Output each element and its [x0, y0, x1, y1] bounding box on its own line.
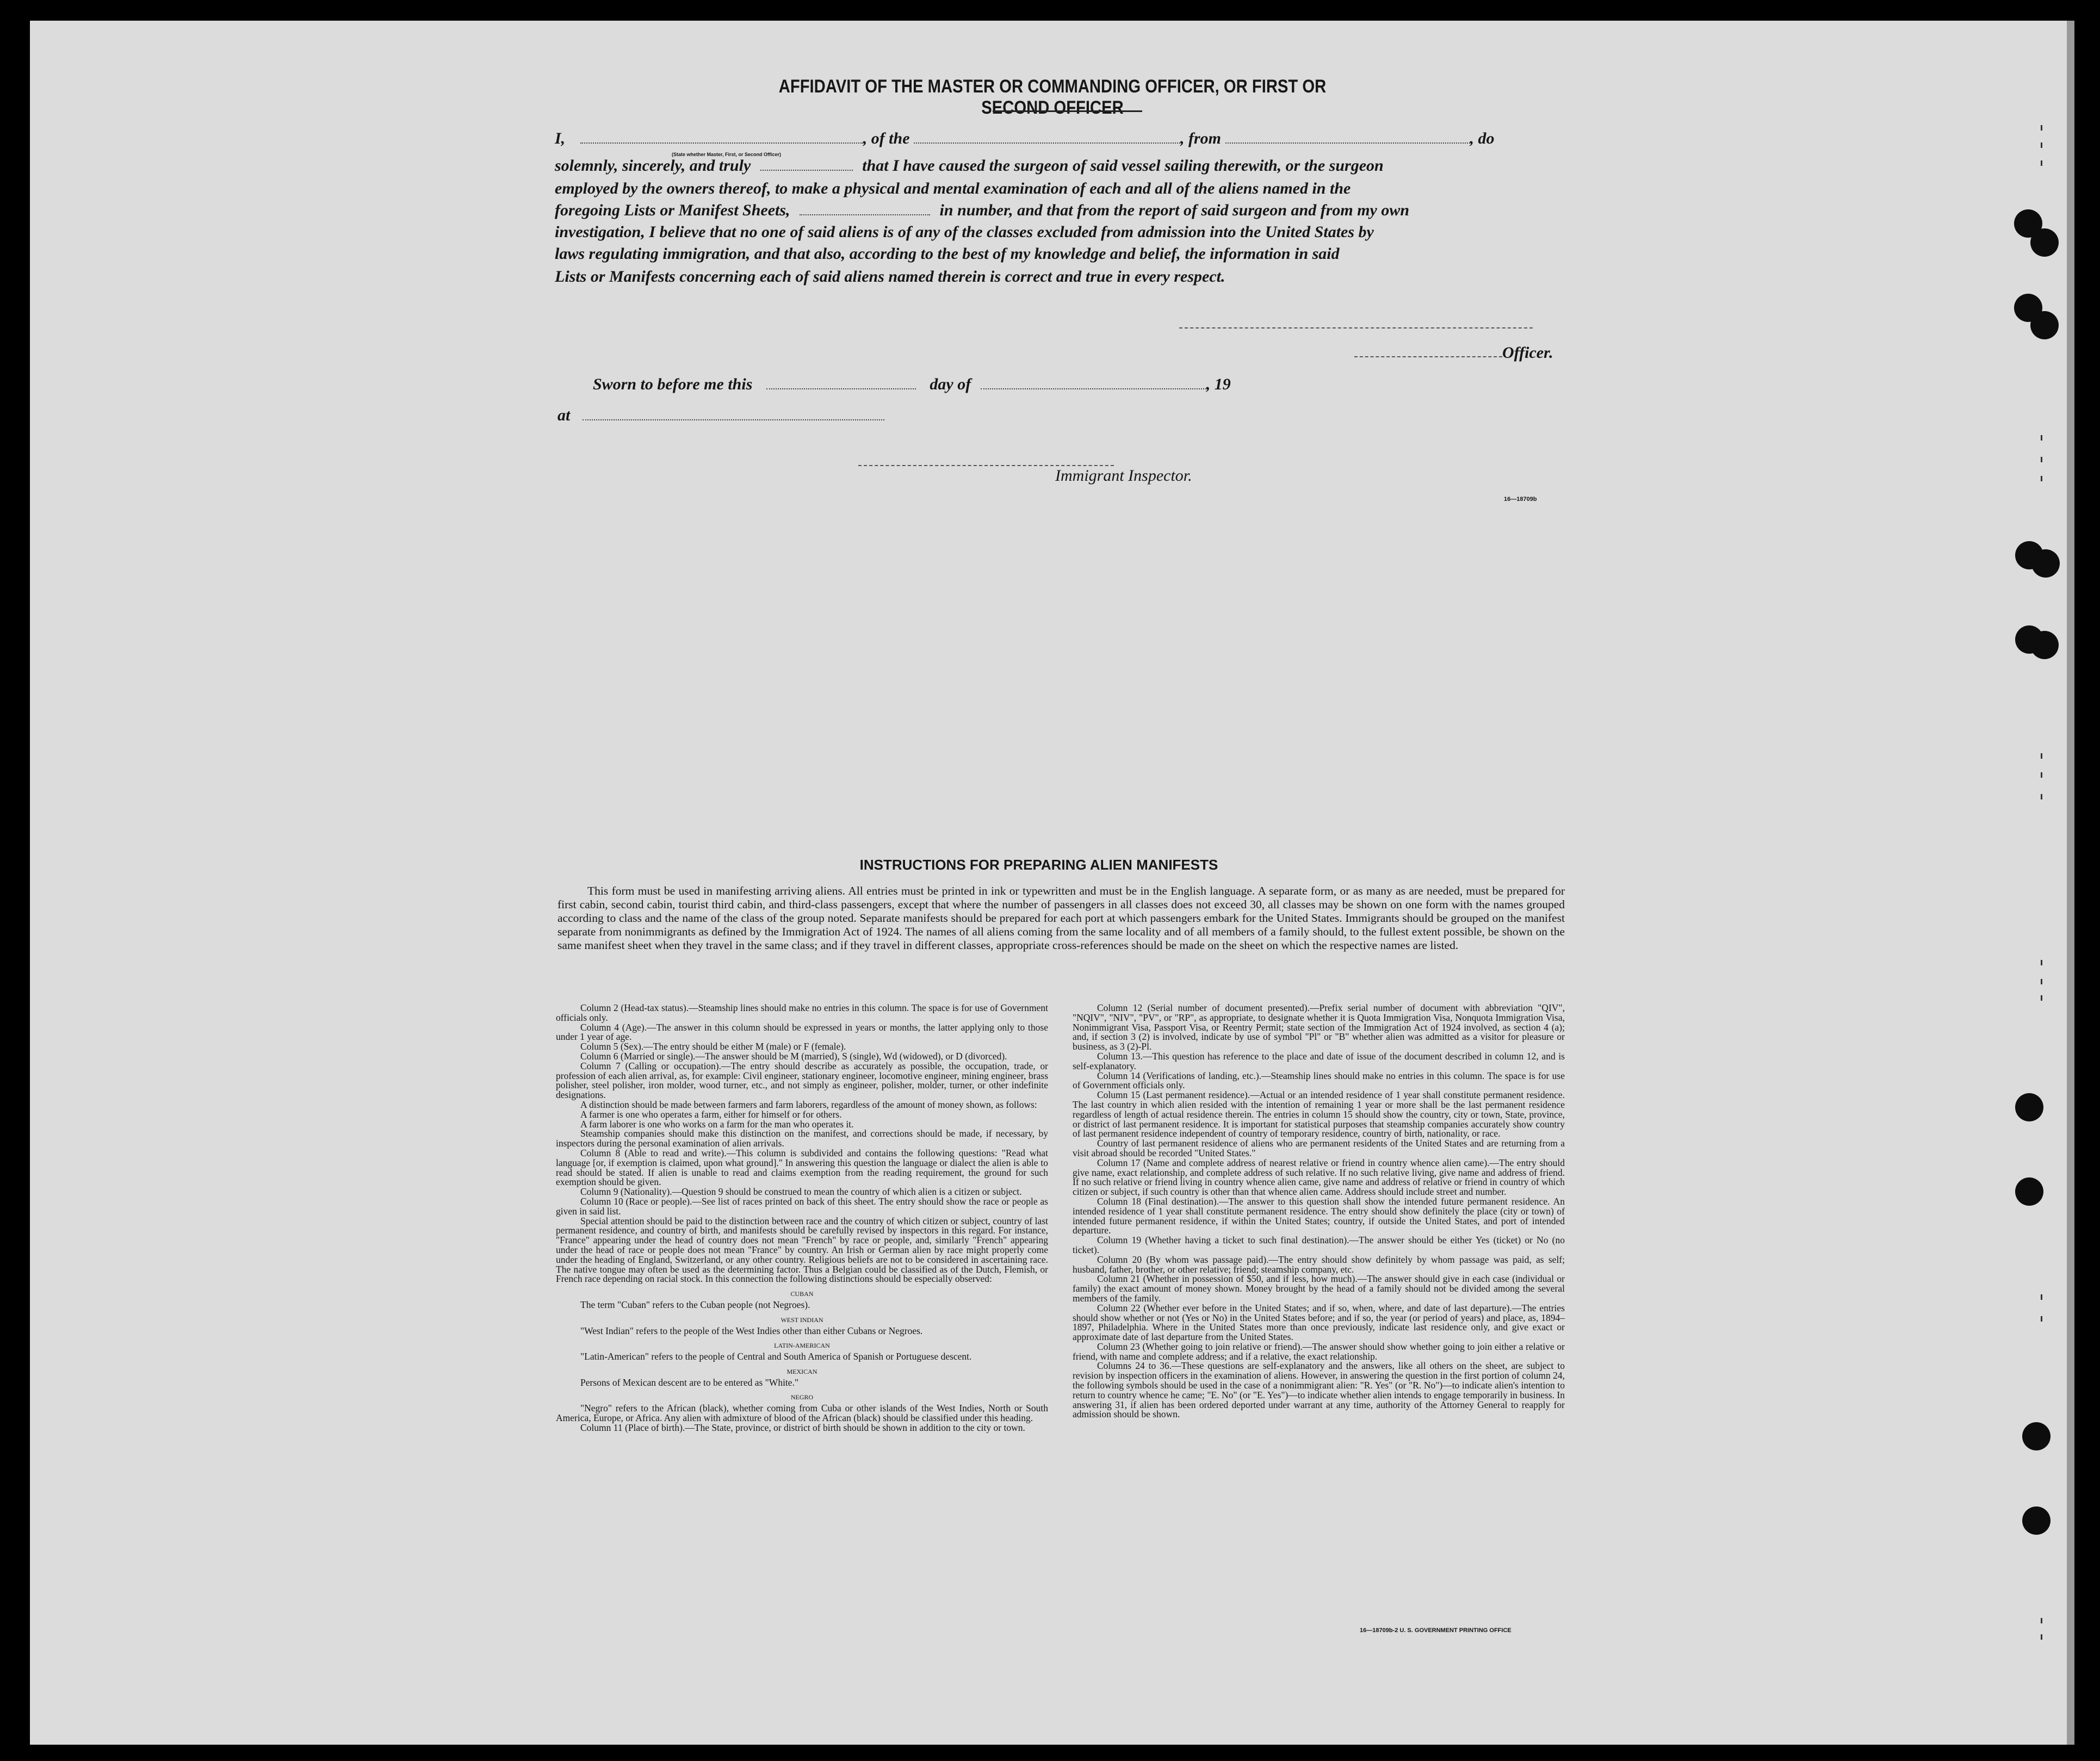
instruction-paragraph: Column 13.—This question has reference to the place and date of issue of the document described in column 12, and is self-explanatory. [1073, 1050, 1565, 1071]
affidavit-do: , do [1470, 129, 1495, 147]
instruction-paragraph: A farmer is one who operates a farm, either for himself or for others. [580, 1108, 842, 1120]
day-of-text: day of [930, 375, 971, 393]
instruction-paragraph: Column 5 (Sex).—The entry should be either M (male) or F (female). [580, 1041, 846, 1052]
race-heading: CUBAN [790, 1290, 814, 1298]
binder-hole [2022, 1506, 2051, 1535]
binder-hole [2031, 549, 2060, 578]
instruction-paragraph: Column 15 (Last permanent residence).—Actual or an intended residence of 1 year shall constitute permanent residence. The last country in which alien resided with the intention of remaining 1 year or more shall be the last permanent residence regardless of length of actual residence therein. The entries in column 15 should show the country, city or town, State, province, or district of last permanent residence. It is important for statistical purposes that steamship companies accurately show country of last permanent residence independent of country of temporary residence, country of birth, nationality, or race. [1073, 1089, 1565, 1139]
instructions-left-column [556, 1003, 1048, 1433]
sworn-line [593, 375, 1599, 394]
race-text: Persons of Mexican descent are to be entered as "White." [580, 1376, 799, 1388]
binder-hole [2015, 1093, 2043, 1121]
instructions-intro: This form must be used in manifesting arriving aliens. All entries must be printed in ink or typewritten and must be in the English language. A separate form, or as many as are needed, must be prepared for first cabin, second cabin, tourist third cabin, and third-class passengers, except that where the number of passengers in all classes does not exceed 30, all classes may be shown on one form with the names grouped according to class and the name of the class of the group noted. Separate manifests should be prepared for each port at which passengers embark for the United States. Immigrants should be grouped on the manifest separate from nonimmigrants as defined by the Immigration Act of 1924. The names of all aliens coming from the same locality and of all members of a family should, to the fullest extent possible, be shown on the same manifest sheet when they travel in the same class; and if they travel in different classes, appropriate cross-references should be made on the sheet on which the respective names are listed. [557, 884, 1565, 952]
instruction-paragraph: Column 10 (Race or people).—See list of races printed on back of this sheet. The entry should show the race or people as given in said list. [556, 1195, 1048, 1217]
instructions-right-column [1073, 1003, 1565, 1419]
manifest-sheets-text: foregoing Lists or Manifest Sheets, [555, 201, 790, 219]
instructions-title: INSTRUCTIONS FOR PREPARING ALIEN MANIFESTS [859, 857, 1218, 873]
race-heading: MEXICAN [786, 1367, 817, 1375]
year-text: , 19 [1206, 375, 1231, 393]
sworn-month-field[interactable] [981, 385, 1206, 389]
instruction-paragraph: Column 20 (By whom was passage paid).—The entry should show definitely by whom passage was paid, as self; husband, father, brother, or other relative; friend; steamship company, etc. [1073, 1254, 1565, 1275]
affidavit-line-6: laws regulating immigration, and that also, according to the best of my knowledge and belief, the information in said [555, 245, 1340, 263]
sworn-place-field[interactable] [583, 416, 884, 420]
margin-tick [2041, 457, 2042, 462]
instruction-paragraph: Steamship companies should make this distinction on the manifest, and corrections should be made, if necessary, by inspectors during the personal examination of alien arrivals. [556, 1128, 1048, 1149]
margin-tick [2041, 125, 2042, 131]
instruction-paragraph: Column 2 (Head-tax status).—Steamship lines should make no entries in this column. The space is for use of Government officials only. [556, 1002, 1048, 1023]
margin-tick [2041, 160, 2042, 166]
instruction-paragraph: Columns 24 to 36.—These questions are self-explanatory and the answers, like all others on the sheet, are subject to revision by inspection officers in the examination of aliens. However, in answering the question in the first portion of column 24, the following symbols should be used in the case of a nonimmigrant alien: "R. Yes" (or "R. No")—to indicate alien's intention to return to country whence he came; "E. No" (or "E. Yes")—to indicate whether alien intends to engage temporarily in business. In answering 31, if alien has been ordered deported under warrant at any time, authority of the Attorney General to reapply for admission should be shown. [1073, 1360, 1565, 1420]
instruction-paragraph: Column 18 (Final destination).—The answer to this question shall show the intended future permanent residence. An intended residence of 1 year shall constitute permanent residence. The entry should show definitely the place (city or town) of intended future permanent residence, if within the United States; country, if outside the United States, and port of intended departure. [1073, 1195, 1565, 1236]
officer-title-line[interactable] [1354, 356, 1502, 357]
sworn-text: Sworn to before me this [593, 375, 753, 393]
instruction-paragraph: Column 23 (Whether going to join relative or friend).—The answer should show whether going to join either a relative or friend, with name and complete address; and if a relative, the exact relationship. [1073, 1341, 1565, 1362]
binder-hole [2022, 1422, 2051, 1450]
departure-port-field[interactable] [1225, 139, 1470, 144]
margin-tick [2041, 476, 2042, 481]
affidavit-from: , from [1180, 129, 1222, 147]
sheet-count-field[interactable] [800, 211, 930, 215]
at-text: at [557, 406, 571, 424]
inspector-label: Immigrant Inspector. [1055, 467, 1192, 485]
margin-tick [2041, 142, 2042, 148]
affidavit-line-4 [555, 201, 1561, 220]
margin-tick [2041, 1634, 2042, 1640]
margin-tick [2041, 435, 2042, 441]
instruction-paragraph: A distinction should be made between farmers and farm laborers, regardless of the amount of money shown, as follows: [580, 1099, 1037, 1110]
race-text: "Negro" refers to the African (black), whether coming from Cuba or other islands of the West Indies, North or South America, Europe, or Africa. Any alien with admixture of blood of the African (black) should be classified under this heading. [556, 1403, 1048, 1424]
state-note: (State whether Master, First, or Second Officer) [672, 152, 782, 157]
race-text: "West Indian" refers to the people of the West Indies other than either Cubans or Negroes. [580, 1325, 923, 1336]
instruction-paragraph: Column 17 (Name and complete address of nearest relative or friend in country whence alien came).—The entry should give name, exact relationship, and complete address of such relative. If no such relative living, give name and address of friend. If no such relative or friend living in country whence alien came, give name and address of relative or friend in country of which citizen or subject, if such country is other than that whence alien came. Address should include street and number. [1073, 1157, 1565, 1198]
race-heading: NEGRO [790, 1393, 814, 1402]
affidavit-line-7: Lists or Manifests concerning each of said aliens named therein is correct and true in every respect. [555, 268, 1225, 286]
instruction-paragraph: Column 11 (Place of birth).—The State, province, or district of birth should be shown in addition to the city or town. [580, 1422, 1025, 1433]
form-code: 16—18709b [1504, 496, 1537, 503]
margin-tick [2041, 753, 2042, 759]
inspector-signature-line[interactable] [858, 465, 1114, 466]
race-heading: WEST INDIAN [780, 1316, 823, 1324]
margin-tick [2041, 995, 2042, 1001]
instruction-paragraph: Country of last permanent residence of aliens who are permanent residents of the United States and are returning from a visit abroad should be recorded "United States." [1073, 1138, 1565, 1158]
margin-tick [2041, 979, 2042, 984]
instruction-paragraph: Column 12 (Serial number of document presented).—Prefix serial number of document with abbreviation "QIV", "NQIV", "NIV", "PV", or "RP", as appropriate, to designate whether it is Quota Immigration Visa, Nonquota Immigration Visa, Nonimmigrant Visa, Passport Visa, or Reentry Permit; state section of the Immigration Act of 1924 involved, as section 4 (a); and, if section 3 (2) is involved, indicate by use of symbol "Pl" or "B" whether alien was admitted as a visitor for pleasure or business, as 3 (2)-Pl. [1073, 1002, 1565, 1052]
binder-hole [2030, 228, 2059, 257]
affidavit-line-1 [555, 129, 1561, 148]
in-number-text: in number, and that from the report of said surgeon and from my own [939, 201, 1410, 219]
affidavit-of-the: , of the [863, 129, 910, 147]
margin-tick [2041, 1618, 2042, 1623]
margin-tick [2041, 772, 2042, 778]
instruction-paragraph: Column 21 (Whether in possession of $50, and if less, how much).—The answer should give in each case (individual or family) the exact amount of money shown. Money brought by the head of a family should not be divided among the several members of the family. [1073, 1273, 1565, 1304]
officer-rank-field[interactable] [580, 139, 863, 144]
instruction-paragraph: Column 8 (Able to read and write).—This column is subdivided and contains the following questions: "Read what language [or, if exemption is claimed, upon what ground]." In answering this question the language or dialect the alien is able to read should be stated. If alien is unable to read and claims exemption from the reading requirement, the ground for such exemption should be given. [556, 1147, 1048, 1188]
instruction-paragraph: Special attention should be paid to the distinction between race and the country of which citizen or subject, country of last permanent residence, and country of birth, and manifests should be carefully revised by inspectors in this regard. For instance, "France" appearing under the head of country does not mean "French" by race or people, and, similarly "French" appearing under the head of race or people does not mean "France" by country. An Irish or German alien by race might properly come under the heading of England, Switzerland, or any other country. Religious beliefs are not to be considered in ascertaining race. The native tongue may often be used as the determining factor. Thus a Belgian could be classified as of the Dutch, Flemish, or French race depending on racial stock. In this connection the following distinctions should be especially observed: [556, 1215, 1048, 1285]
at-line [557, 406, 1564, 425]
margin-tick [2041, 794, 2042, 799]
affidavit-line-2 [555, 157, 1561, 175]
officer-signature-line[interactable] [1179, 327, 1533, 328]
affidavit-line-5: investigation, I believe that no one of said aliens is of any of the classes excluded from admission into the United States by [555, 223, 1374, 241]
margin-tick [2041, 1294, 2042, 1300]
race-text: The term "Cuban" refers to the Cuban people (not Negroes). [580, 1299, 810, 1310]
race-text: "Latin-American" refers to the people of Central and South America of Spanish or Portuguese descent. [580, 1351, 972, 1362]
instruction-paragraph: A farm laborer is one who works on a farm for the man who operates it. [580, 1118, 854, 1130]
solemnly-text: solemnly, sincerely, and truly [555, 157, 751, 175]
instruction-paragraph: Column 14 (Verifications of landing, etc.).—Steamship lines should make no entries in this column. The space is for use of Government officials only. [1073, 1070, 1565, 1091]
binder-hole [2030, 631, 2059, 659]
page-edge [2067, 21, 2074, 1745]
officer-label: Officer. [1502, 344, 1553, 362]
instruction-paragraph: Column 4 (Age).—The answer in this column should be expressed in years or months, the latter applying only to those under 1 year of age. [556, 1021, 1048, 1043]
sworn-day-field[interactable] [766, 385, 916, 389]
binder-hole [2015, 1177, 2043, 1206]
race-heading: LATIN-AMERICAN [774, 1342, 830, 1350]
oath-form-field[interactable] [760, 166, 853, 171]
surgeon-text: that I have caused the surgeon of said vessel sailing therewith, or the surgeon [862, 157, 1384, 175]
instruction-paragraph: Column 9 (Nationality).—Question 9 should be construed to mean the country of which alien is a citizen or subject. [580, 1186, 1022, 1198]
printing-office-code: 16—18709b-2 U. S. GOVERNMENT PRINTING OFFICE [1360, 1627, 1511, 1634]
affidavit-title: AFFIDAVIT OF THE MASTER OR COMMANDING OFFICER, OR FIRST OR SECOND OFFICER [778, 76, 1327, 118]
affidavit-i: I, [555, 129, 566, 147]
vessel-name-field[interactable] [914, 139, 1180, 144]
binder-hole [2030, 311, 2059, 339]
margin-tick [2041, 960, 2042, 965]
affidavit-line-3: employed by the owners thereof, to make a physical and mental examination of each and all of the aliens named in the [555, 179, 1351, 197]
margin-tick [2041, 1316, 2042, 1322]
instruction-paragraph: Column 7 (Calling or occupation).—The entry should describe as accurately as possible, the occupation, trade, or profession of each alien arrival, as, for example: Civil engineer, stationary engineer, locomotive engineer, mining engineer, brass polisher, steel polisher, iron molder, wood turner, etc., and not simply as engineer, polisher, molder, turner, or other indefinite designations. [556, 1060, 1048, 1101]
instruction-paragraph: Column 19 (Whether having a ticket to such final destination).—The answer should be either Yes (ticket) or No (no ticket). [1073, 1235, 1565, 1255]
title-rule [993, 110, 1142, 112]
instruction-paragraph: Column 22 (Whether ever before in the United States; and if so, when, where, and date of last departure).—The entries should show whether or not (Yes or No) in the United States before; and if so, the year (or period of years) and place, as, 1894–1897, Philadelphia. Where in the United States more than once previously, indicate last residence only, and give exact or approximate date of last departure from the United States. [1073, 1302, 1565, 1343]
instruction-paragraph: Column 6 (Married or single).—The answer should be M (married), S (single), Wd (widowed), or D (divorced). [580, 1050, 1007, 1062]
